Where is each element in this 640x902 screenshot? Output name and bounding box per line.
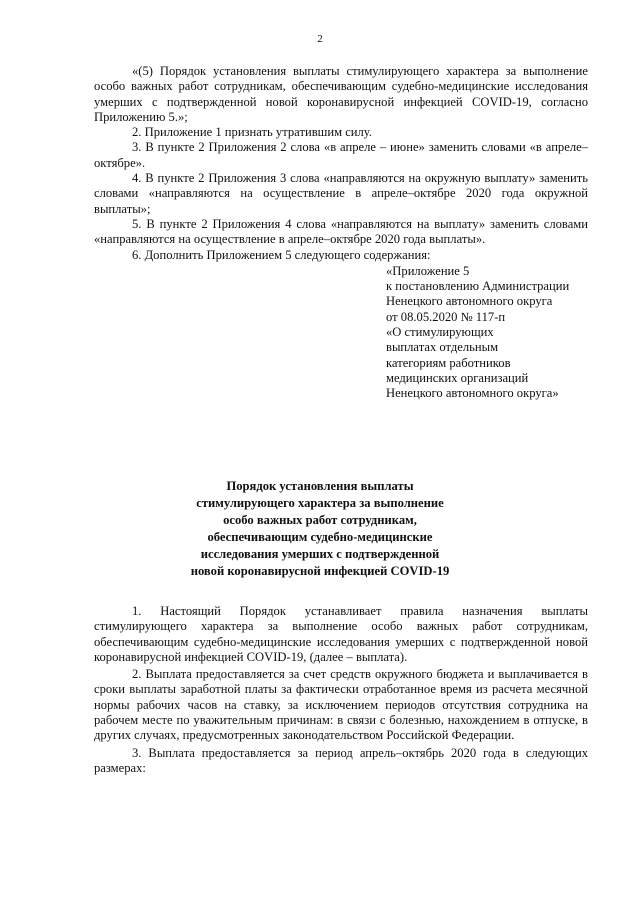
title-line: исследования умерших с подтвержденной — [200, 547, 440, 561]
appendix-header-line: Ненецкого автономного округа — [386, 294, 553, 309]
amendment-paragraph: «(5) Порядок установления выплаты стимулирующего характера за выполнение особо важных работ сотрудникам, обеспечивающим судебно-медицинские исследования умерших с подтвержденной новой коронавирусной инфекцией COVID-19, согласно Приложению 5.»; — [94, 64, 588, 124]
appendix-header-line: от 08.05.2020 № 117-п — [386, 309, 506, 324]
procedure-item: 3. Выплата предоставляется за период апрель–октябрь 2020 года в следующих размерах: — [94, 745, 588, 775]
procedure-item: 2. Выплата предоставляется за счет средств окружного бюджета и выплачивается в сроки выплаты заработной платы за фактически отработанное время из расчета месячной нормы рабочих часов на ставку, за исключением периодов отсутствия сотрудника на рабочем месте по уважительным причинам: в связи с болезнью, нахождением в отпуске, в других случаях, предусмотренных законодательством Российской Федерации. — [94, 667, 588, 743]
appendix-header-line: к постановлению Администрации — [386, 279, 570, 294]
amendment-paragraph: 4. В пункте 2 Приложения 3 слова «направляются на окружную выплату» заменить словами «направляются на осуществление в апреле–октябре 2020 года окружной выплаты»; — [94, 171, 588, 216]
amendment-paragraph: 6. Дополнить Приложением 5 следующего содержания: — [132, 247, 431, 262]
page-number: 2 — [317, 33, 323, 45]
appendix-header-line: «Приложение 5 — [386, 263, 470, 278]
amendment-paragraph: 3. В пункте 2 Приложения 2 слова «в апреле – июне» заменить словами «в апреле–октябре». — [94, 140, 588, 170]
appendix-header-line: категориям работников — [386, 355, 511, 370]
procedure-item: 1. Настоящий Порядок устанавливает правила назначения выплаты стимулирующего характера за выполнение особо важных работ сотрудникам, обеспечивающим судебно-медицинские исследования умерших с подтвержденной новой коронавирусной инфекцией COVID-19, (далее – выплата). — [94, 604, 588, 664]
amendment-paragraph: 2. Приложение 1 признать утратившим силу. — [132, 125, 372, 140]
appendix-header-line: выплатах отдельным — [386, 340, 499, 355]
document-title — [0, 478, 640, 580]
title-line: особо важных работ сотрудникам, — [223, 513, 417, 527]
appendix-header-line: «О стимулирующих — [386, 325, 494, 340]
procedure-section — [94, 604, 588, 778]
appendix-header — [386, 264, 588, 402]
amendment-paragraph: 5. В пункте 2 Приложения 4 слова «направляются на выплату» заменить словами «направляются на осуществление в апреле–октябре 2020 года выплаты». — [94, 216, 588, 247]
amendments-section — [94, 64, 588, 402]
appendix-header-line: Ненецкого автономного округа» — [386, 386, 559, 401]
title-line: стимулирующего характера за выполнение — [196, 496, 444, 510]
title-line: Порядок установления выплаты — [226, 479, 414, 493]
title-line: новой коронавирусной инфекцией COVID-19 — [190, 564, 450, 578]
appendix-header-line: медицинских организаций — [386, 370, 529, 385]
title-line: обеспечивающим судебно-медицинские — [207, 530, 433, 544]
